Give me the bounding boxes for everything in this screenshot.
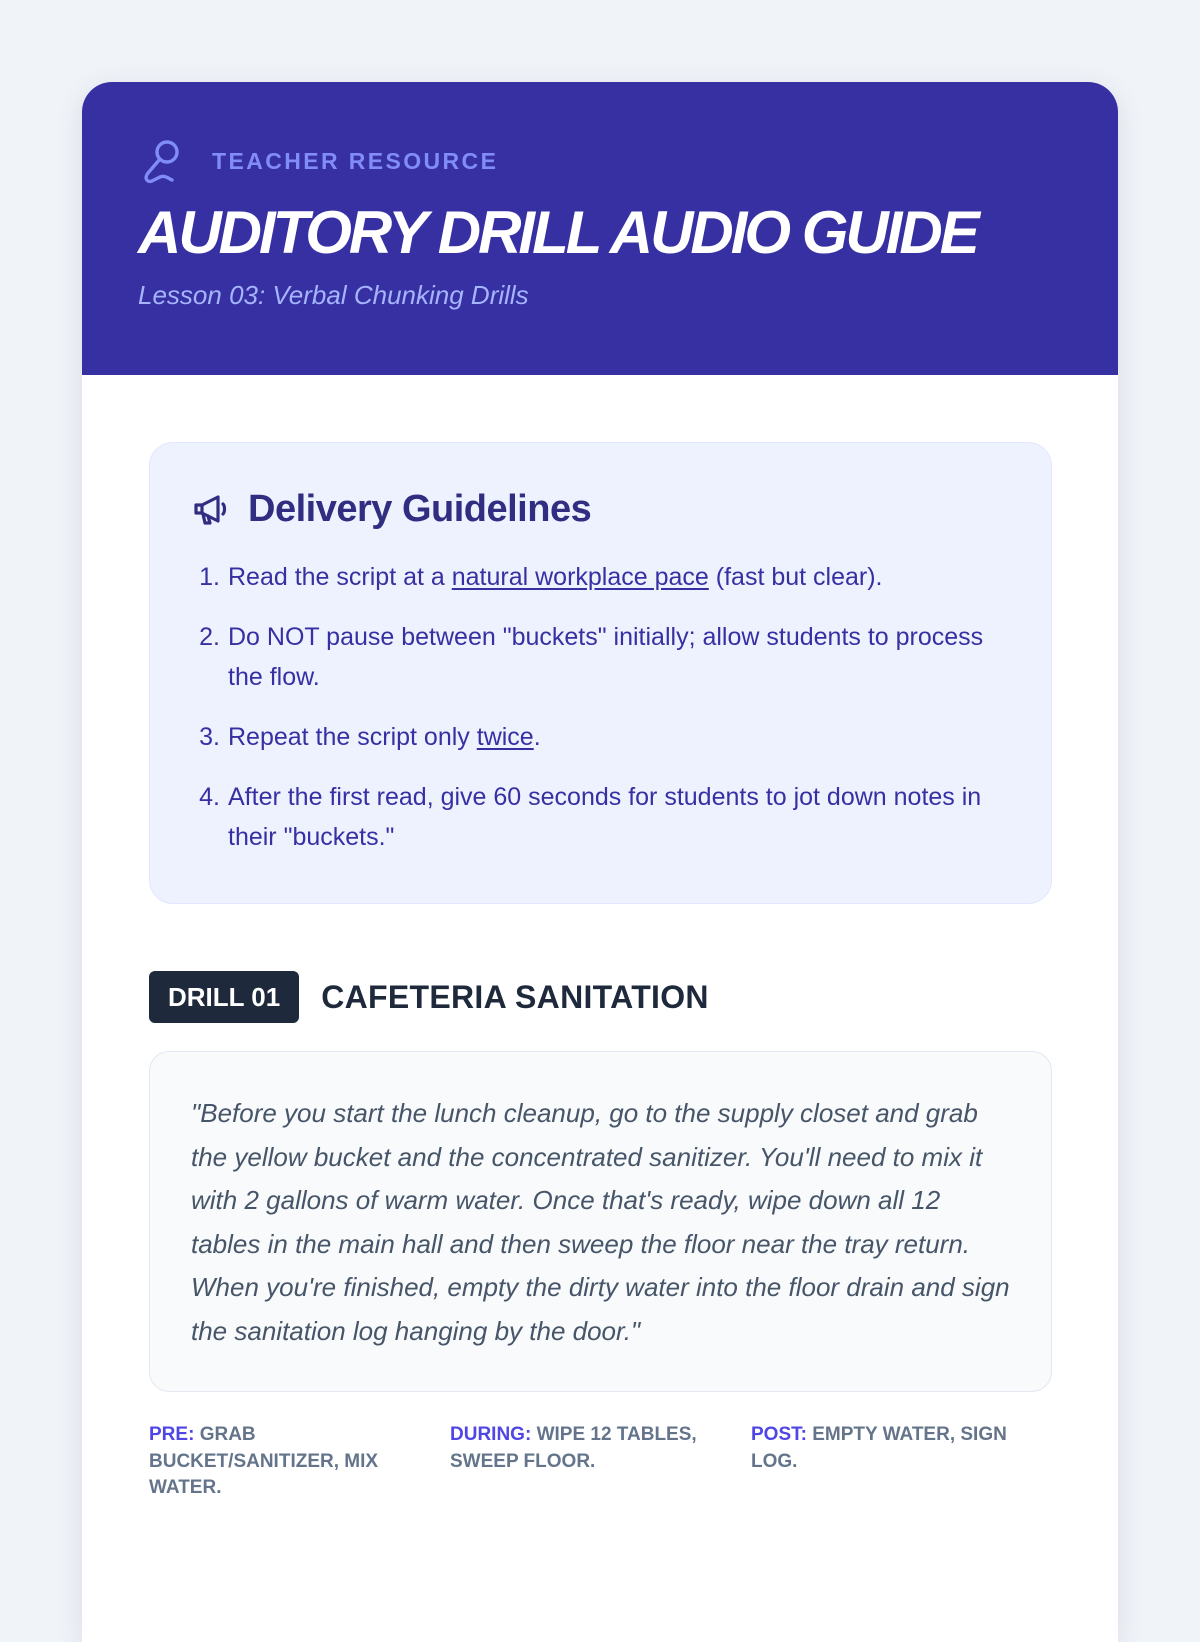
delivery-guidelines-panel: [149, 442, 1052, 904]
drill-script: "Before you start the lunch cleanup, go to the supply closet and grab the yellow bucket and the concentrated sanitizer. You'll need to mix it with 2 gallons of warm water. Once that's ready, wipe down all 12 tables in the main hall and then sweep the floor near the tray return. When you're finished, empty the dirty water into the floor drain and sign the sanitation log hanging by the door.": [149, 1051, 1052, 1392]
guidelines-list: [190, 557, 1011, 857]
guideline-text-part: (fast but clear).: [708, 563, 883, 591]
eyebrow-row: [138, 136, 1062, 186]
guidelines-heading-row: [190, 483, 1011, 535]
phase-post: [751, 1422, 1052, 1502]
phase-text: WIPE 12 TABLES, SWEEP FLOOR.: [450, 1424, 697, 1472]
drill-heading-row: [149, 971, 1052, 1023]
phase-label: PRE:: [149, 1424, 195, 1445]
guideline-text: [228, 557, 1011, 597]
guideline-text-part: .: [533, 723, 541, 751]
guide-header: [82, 82, 1118, 375]
guideline-number: 1.: [199, 563, 220, 591]
guideline-text: Do NOT pause between "buckets" initially; allow students to process the flow.: [228, 623, 984, 691]
guideline-emphasis: natural workplace pace: [451, 563, 709, 591]
guideline-item: [190, 717, 1011, 757]
guideline-text: After the first read, give 60 seconds for students to jot down notes in their "buckets.": [228, 783, 982, 851]
phase-text: EMPTY WATER, SIGN LOG.: [751, 1424, 1007, 1472]
phase-pre: [149, 1422, 450, 1502]
megaphone-icon: [190, 489, 230, 529]
phase-label: POST:: [751, 1424, 807, 1445]
drill-badge: DRILL 01: [149, 971, 299, 1023]
guideline-item: [190, 617, 1011, 697]
guideline-text-part: Repeat the script only: [228, 723, 477, 751]
guide-body: [82, 375, 1118, 1502]
guide-card: [82, 82, 1118, 1642]
guideline-text-part: Read the script at a: [228, 563, 452, 591]
eyebrow-label: TEACHER RESOURCE: [212, 147, 499, 174]
guidelines-title: Delivery Guidelines: [248, 487, 592, 530]
guideline-text: [228, 717, 1011, 757]
guideline-item: [190, 777, 1011, 857]
guideline-number: 3.: [199, 723, 220, 751]
phase-label: DURING:: [450, 1424, 532, 1445]
drill-title: CAFETERIA SANITATION: [321, 978, 709, 1015]
phase-during: [450, 1422, 751, 1502]
guideline-number: 4.: [199, 783, 220, 811]
lesson-subtitle: Lesson 03: Verbal Chunking Drills: [138, 280, 529, 310]
drill-phases: [149, 1422, 1052, 1502]
microphone-icon: [138, 136, 184, 186]
guideline-item: [190, 557, 1011, 597]
page-title: AUDITORY DRILL AUDIO GUIDE: [138, 199, 977, 266]
phase-text: GRAB BUCKET/SANITIZER, MIX WATER.: [149, 1424, 379, 1498]
guideline-number: 2.: [199, 623, 220, 651]
guideline-emphasis: twice: [476, 723, 534, 751]
